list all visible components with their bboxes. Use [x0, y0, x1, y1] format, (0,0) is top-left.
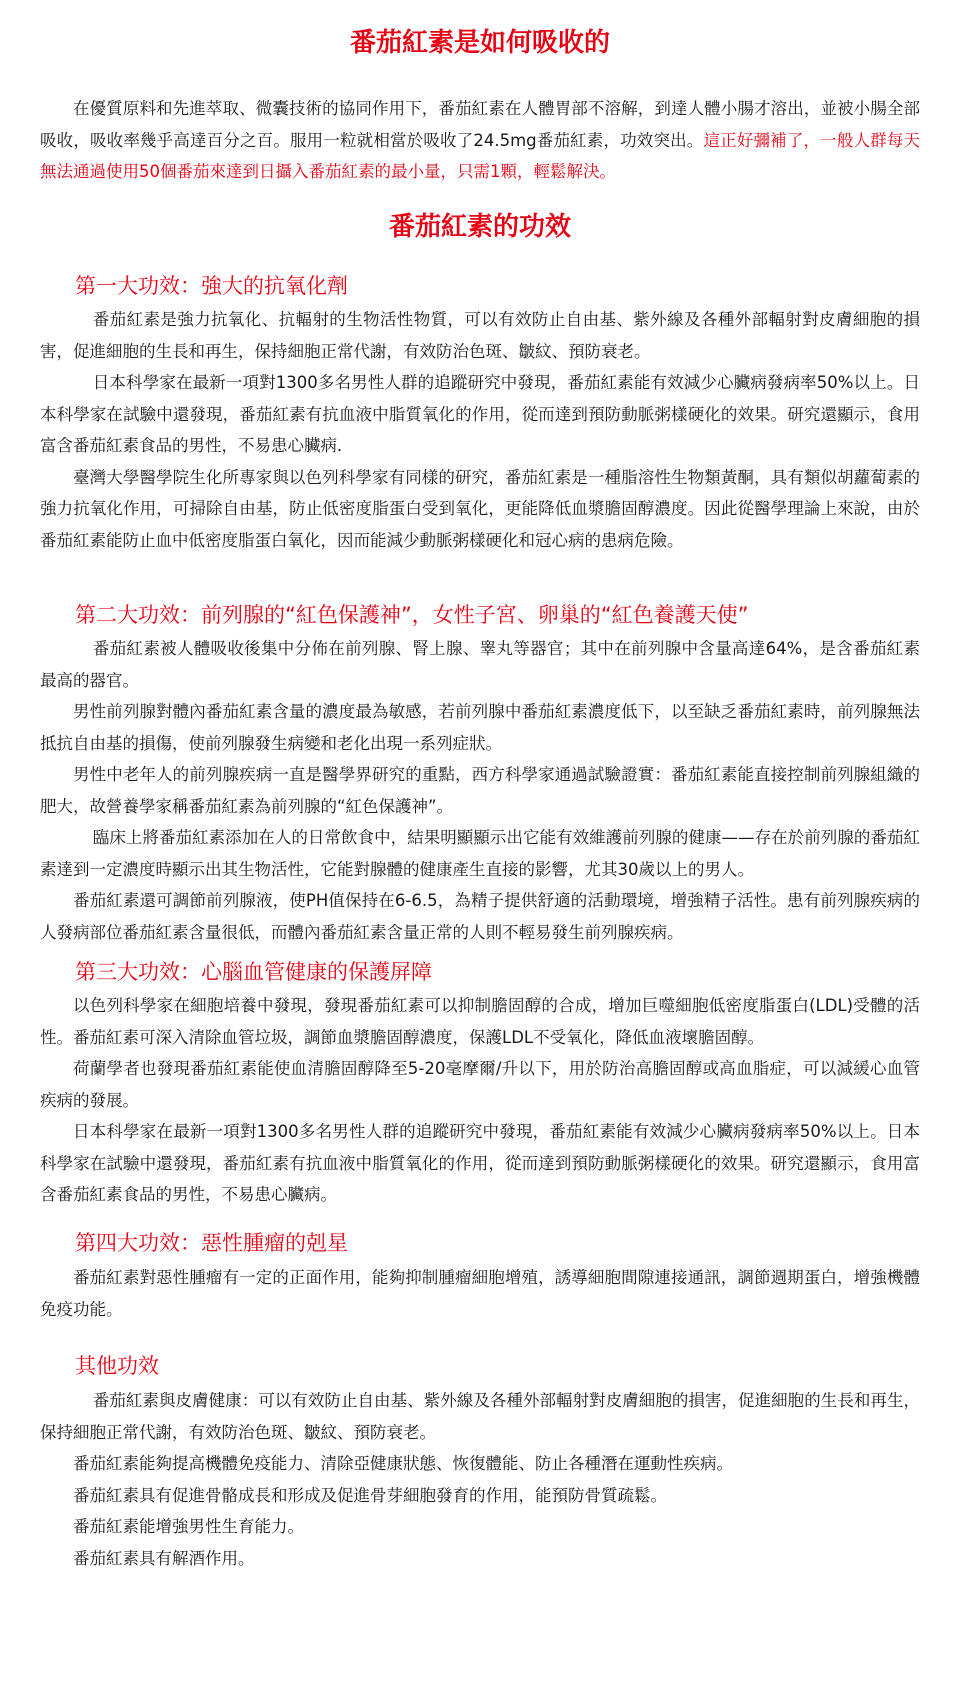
section-2-heading: 第二大功效：前列腺的“紅色保護神”，女性子宮、卵巢的“紅色養護天使” — [75, 603, 749, 627]
absorption-title: 番茄紅素是如何吸收的 — [349, 28, 610, 58]
section-1-paragraph: 臺灣大學醫學院生化所專家與以色列科學家有同樣的研究，番茄紅素是一種脂溶性生物類黃酮，具有類似胡蘿蔔素的強力抗氧化作用，可掃除自由基，防止低密度脂蛋白受到氧化，更能降低血漿膽固醇濃度。因此從醫學理論上來說，由於番茄紅素能防止血中低密度脂蛋白氧化，因而能減少動脈粥樣硬化和冠心病的患病危險。 — [40, 467, 920, 550]
section-5-body — [0, 1385, 960, 1574]
section-2-body — [0, 633, 960, 948]
section-2-paragraph: 番茄紅素還可調節前列腺液，使PH值保持在6-6.5，為精子提供舒適的活動環境，增強精子活性。患有前列腺疾病的人發病部位番茄紅素含量很低，而體內番茄紅素含量正常的人則不輕易發生前列腺疾病。 — [40, 891, 920, 942]
section-3-paragraph: 荷蘭學者也發現番茄紅素能使血清膽固醇降至5-20毫摩爾/升以下，用於防治高膽固醇或高血脂症，可以減緩心血管疾病的發展。 — [40, 1059, 920, 1110]
section-5-paragraph: 番茄紅素與皮膚健康：可以有效防止自由基、紫外線及各種外部輻射對皮膚細胞的損害，促進細胞的生長和再生，保持細胞正常代謝，有效防治色斑、皺紋、預防衰老。 — [40, 1391, 920, 1442]
section-5-paragraph: 番茄紅素能夠提高機體免疫能力、清除亞健康狀態、恢復體能、防止各種潛在運動性疾病。 — [73, 1454, 733, 1473]
section-4-paragraph: 番茄紅素對惡性腫瘤有一定的正面作用，能夠抑制腫瘤細胞增殖，誘導細胞間隙連接通訊，調節週期蛋白，增強機體免疫功能。 — [40, 1268, 920, 1319]
section-1-paragraph: 番茄紅素是強力抗氧化、抗輻射的生物活性物質，可以有效防止自由基、紫外線及各種外部輻射對皮膚細胞的損害，促進細胞的生長和再生，保持細胞正常代謝，有效防治色斑、皺紋、預防衰老。 — [40, 310, 920, 361]
section-5-paragraph: 番茄紅素能增強男性生育能力。 — [73, 1517, 304, 1536]
section-3-body — [0, 990, 960, 1211]
section-3-paragraph: 日本科學家在最新一項對1300多名男性人群的追蹤研究中發現，番茄紅素能有效減少心臟病發病率50%以上。日本科學家在試驗中還發現，番茄紅素有抗血液中脂質氧化的作用，從而達到預防動脈粥樣硬化的效果。研究還顯示，食用富含番茄紅素食品的男性，不易患心臟病。 — [40, 1122, 920, 1204]
intro-highlight-text: 這正好彌補了，一般人群每天無法通過使用50個番茄來達到日攝入番茄紅素的最小量，只需1顆，輕鬆解決。 — [40, 130, 920, 181]
section-2-paragraph: 男性前列腺對體內番茄紅素含量的濃度最為敏感，若前列腺中番茄紅素濃度低下，以至缺乏番茄紅素時，前列腺無法抵抗自由基的損傷，使前列腺發生病變和老化出現一系列症狀。 — [40, 702, 920, 753]
section-5-heading: 其他功效 — [75, 1354, 159, 1378]
intro-paragraph — [40, 93, 920, 188]
section-1-paragraph: 日本科學家在最新一項對1300多名男性人群的追蹤研究中發現，番茄紅素能有效減少心臟病發病率50%以上。日本科學家在試驗中還發現，番茄紅素有抗血液中脂質氧化的作用，從而達到預防動脈粥樣硬化的效果。研究還顯示，食用富含番茄紅素食品的男性，不易患心臟病． — [40, 373, 920, 455]
section-4-heading: 第四大功效：惡性腫瘤的剋星 — [75, 1231, 348, 1255]
section-1-body — [0, 304, 960, 556]
section-2-paragraph: 臨床上將番茄紅素添加在人的日常飲食中，結果明顯顯示出它能有效維護前列腺的健康——存在於前列腺的番茄紅素達到一定濃度時顯示出其生物活性，它能對腺體的健康產生直接的影響，尤其30歲以上的男人。 — [40, 828, 920, 879]
section-1-heading: 第一大功效：強大的抗氧化劑 — [75, 274, 348, 298]
section-2-paragraph: 番茄紅素被人體吸收後集中分佈在前列腺、腎上腺、睾丸等器官；其中在前列腺中含量高達64%，是含番茄紅素最高的器官。 — [40, 639, 920, 690]
section-2-paragraph: 男性中老年人的前列腺疾病一直是醫學界研究的重點，西方科學家通過試驗證實：番茄紅素能直接控制前列腺組織的肥大，故營養學家稱番茄紅素為前列腺的“紅色保護神”。 — [40, 765, 920, 816]
section-5-paragraph: 番茄紅素具有解酒作用。 — [73, 1548, 255, 1568]
section-3-paragraph: 以色列科學家在細胞培養中發現，發現番茄紅素可以抑制膽固醇的合成，增加巨噬細胞低密度脂蛋白(LDL)受體的活性。番茄紅素可深入清除血管垃圾，調節血漿膽固醇濃度，保護LDL不受氧化，降低血液壞膽固醇。 — [40, 996, 920, 1047]
effects-title: 番茄紅素的功效 — [388, 212, 571, 242]
intro-text: 在優質原料和先進萃取、微囊技術的協同作用下，番茄紅素在人體胃部不溶解，到達人體小腸才溶出，並被小腸全部吸收，吸收率幾乎高達百分之百。服用一粒就相當於吸收了24.5mg番茄紅素，功效突出。 — [40, 99, 920, 150]
section-3-heading: 第三大功效：心腦血管健康的保護屏障 — [75, 960, 432, 984]
section-5-paragraph: 番茄紅素具有促進骨骼成長和形成及促進骨芽細胞發育的作用，能預防骨質疏鬆。 — [73, 1485, 667, 1505]
section-4-body — [0, 1262, 960, 1325]
